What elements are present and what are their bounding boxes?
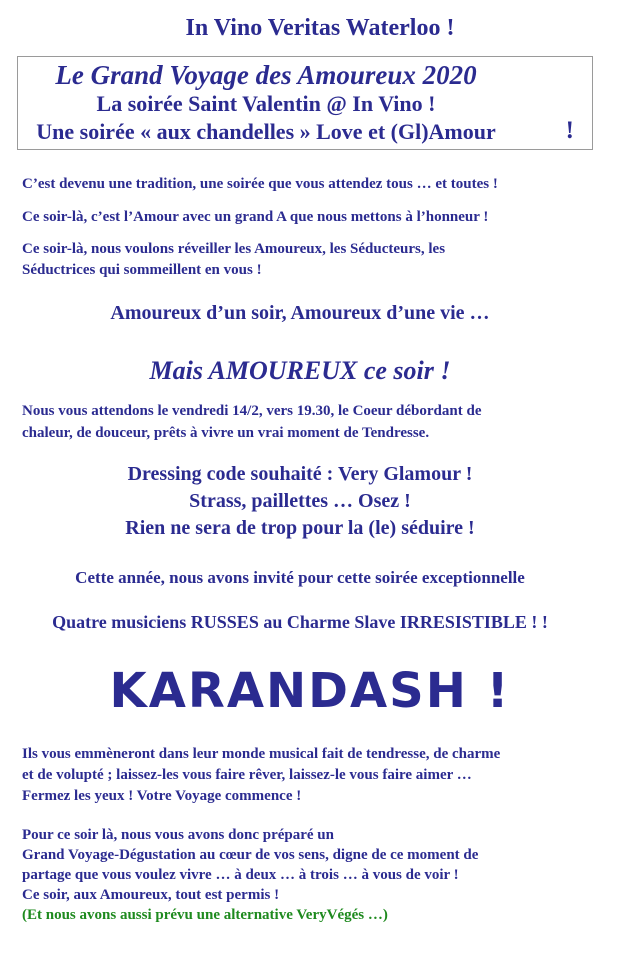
intro-paragraph-1: C’est devenu une tradition, une soirée que vous attendez tous … et toutes ! [22,176,498,192]
band-description-line1: Ils vous emmèneront dans leur monde musical fait de tendresse, de charme [22,746,501,762]
announcement-musicians: Quatre musiciens RUSSES au Charme Slave IRRESISTIBLE ! ! [52,612,548,632]
page-title: In Vino Veritas Waterloo ! [185,15,455,41]
invitation-line1: Nous vous attendons le vendredi 14/2, vers 19.30, le Coeur débordant de [22,403,482,419]
header-box-exclamation: ! [565,117,574,144]
header-box-tagline: Une soirée « aux chandelles » Love et (Gl)Amour [36,119,496,144]
closing-paragraph [22,825,578,925]
invitation-line2: chaleur, de douceur, prêts à vivre un vrai moment de Tendresse. [22,425,430,441]
band-description-line3: Fermez les yeux ! Votre Voyage commence ! [22,788,302,804]
intro-paragraph-3 [22,239,578,281]
dress-code-line3: Rien ne sera de trop pour la (le) séduire ! [125,517,475,539]
flyer-page [0,12,640,925]
band-description [22,744,578,807]
closing-line4: Ce soir, aux Amoureux, tout est permis ! [22,887,280,903]
intro-paragraph-3-line2: Séductrices qui sommeillent en vous ! [22,262,262,278]
flyer-footer [22,744,578,925]
closing-veggie-note: (Et nous avons aussi prévu une alternative VeryVégés …) [22,907,388,923]
announcement-intro: Cette année, nous avons invité pour cette soirée exceptionnelle [75,568,525,587]
dress-code-block [22,461,578,542]
tagline-mais-amoureux: Mais AMOUREUX ce soir ! [149,356,451,385]
closing-line1: Pour ce soir là, nous vous avons donc préparé un [22,827,334,843]
intro-paragraph-2: Ce soir-là, c’est l’Amour avec un grand A que nous mettons à l’honneur ! [22,209,489,225]
dress-code-line1: Dressing code souhaité : Very Glamour ! [127,463,473,485]
intro-paragraph-3-line1: Ce soir-là, nous voulons réveiller les Amoureux, les Séducteurs, les [22,241,446,257]
closing-line2: Grand Voyage-Dégustation au cœur de vos sens, digne de ce moment de [22,847,479,863]
tagline-amoureux: Amoureux d’un soir, Amoureux d’une vie … [110,302,490,324]
header-box-subtitle: La soirée Saint Valentin @ In Vino ! [96,91,436,116]
dress-code-line2: Strass, paillettes … Osez ! [189,490,411,512]
band-description-line2: et de volupté ; laissez-les vous faire rêver, laissez-le vous faire aimer … [22,767,472,783]
flyer-body [22,174,578,634]
header-box-title: Le Grand Voyage des Amoureux 2020 [55,60,477,90]
header-box [17,56,593,150]
header-box-content [18,60,592,146]
invitation-paragraph [22,400,578,444]
band-name: KARANDASH ! [109,663,511,719]
closing-line3: partage que vous voulez vivre … à deux … à trois … à vous de voir ! [22,867,459,883]
